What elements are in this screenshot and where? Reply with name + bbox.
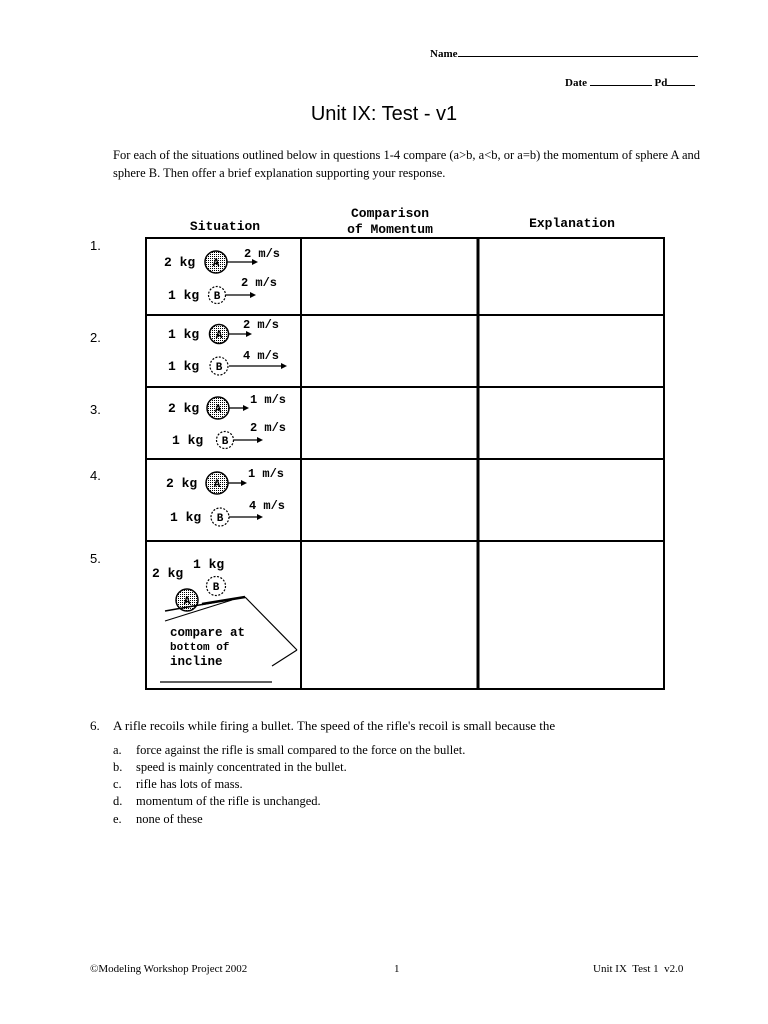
sphere-b-letter: B: [216, 513, 224, 525]
situation-3-diagram: [168, 393, 286, 449]
sphere-b-mass-label: 1 kg: [168, 288, 200, 303]
instructions: For each of the situations outlined below in questions 1-4 compare (a>b, a<b, or a=b) the momentum of sphere A and sphere B. Then offer a brief explanation supporting your response.: [113, 148, 700, 180]
question-number-5: 5.: [90, 551, 101, 566]
question-6-text: A rifle recoils while firing a bullet. The speed of the rifle's recoil is small because the: [113, 718, 556, 733]
question-number-2: 2.: [90, 330, 101, 345]
sphere-a-letter: A: [213, 479, 221, 491]
incline-slope: [245, 597, 297, 650]
sphere-a-mass-label: 2 kg: [166, 476, 198, 491]
period-label: Pd: [654, 77, 668, 89]
question-number-4: 4.: [90, 468, 101, 483]
sphere-a-mass-label: 2 kg: [164, 255, 196, 270]
sphere-a-speed-label: 2 m/s: [243, 318, 280, 332]
sphere-b-letter: B: [213, 291, 221, 303]
comparison-cell-3[interactable]: [302, 388, 477, 458]
explanation-cell-4[interactable]: [479, 460, 663, 540]
sphere-a-speed-label: 1 m/s: [250, 393, 287, 407]
comparison-cell-5[interactable]: [302, 542, 477, 688]
question-number-3: 3.: [90, 402, 101, 417]
option-letter: d.: [113, 794, 123, 808]
option-letter: b.: [113, 760, 123, 774]
explanation-cell-2[interactable]: [479, 316, 663, 386]
sphere-a-letter: A: [212, 258, 220, 270]
option-c[interactable]: [113, 777, 243, 792]
sphere-b-speed-label: 4 m/s: [249, 499, 286, 513]
sphere-a-letter: A: [183, 596, 191, 608]
comparison-header-line1: Comparison: [350, 206, 429, 221]
sphere-b-mass-label: 1 kg: [193, 557, 225, 572]
situation-1-diagram: [164, 247, 280, 304]
question-number-1: 1.: [90, 238, 101, 253]
sphere-a-mass-label: 2 kg: [168, 401, 200, 416]
sphere-b-mass-label: 1 kg: [168, 359, 200, 374]
date-label: Date: [565, 77, 587, 89]
sphere-b-mass-label: 1 kg: [170, 510, 202, 525]
option-text: speed is mainly concentrated in the bullet.: [136, 760, 347, 774]
option-letter: a.: [113, 743, 122, 757]
option-text: momentum of the rifle is unchanged.: [136, 794, 321, 808]
option-a[interactable]: [113, 743, 466, 758]
sphere-b-speed-label: 2 m/s: [241, 276, 278, 290]
sphere-b-speed-label: 4 m/s: [243, 349, 280, 363]
footer-copyright: ©Modeling Workshop Project 2002: [90, 963, 248, 975]
sphere-b-letter: B: [221, 436, 229, 448]
situation-2-diagram: [168, 318, 287, 375]
explanation-cell-5[interactable]: [479, 542, 663, 688]
option-letter: c.: [113, 777, 122, 791]
page-title: Unit IX: Test - v1: [310, 103, 458, 125]
sphere-b-letter: B: [215, 362, 223, 374]
option-text: rifle has lots of mass.: [136, 777, 243, 791]
sphere-b-speed-label: 2 m/s: [250, 421, 287, 435]
sphere-a-mass-label: 1 kg: [168, 327, 200, 342]
note-line-1: compare at: [170, 626, 246, 640]
sphere-a-letter: A: [215, 330, 223, 342]
option-letter: e.: [113, 812, 122, 826]
note-line-2: bottom of: [170, 642, 230, 654]
note-line-3: incline: [170, 655, 223, 669]
sphere-a-speed-label: 2 m/s: [244, 247, 281, 261]
sphere-b-letter: B: [212, 582, 220, 594]
option-b[interactable]: [113, 760, 347, 775]
sphere-a-speed-label: 1 m/s: [248, 467, 285, 481]
option-text: none of these: [136, 812, 203, 826]
comparison-cell-2[interactable]: [302, 316, 477, 386]
situation-4-diagram: [166, 467, 285, 526]
explanation-cell-3[interactable]: [479, 388, 663, 458]
footer-version: Unit IX Test 1 v2.0: [593, 963, 684, 975]
option-d[interactable]: [113, 794, 321, 809]
situation-header: Situation: [189, 219, 261, 234]
explanation-header: Explanation: [529, 216, 615, 231]
comparison-cell-1[interactable]: [302, 239, 477, 314]
option-e[interactable]: [113, 812, 203, 827]
question-number-6: 6.: [90, 718, 100, 733]
sphere-a-mass-label: 2 kg: [152, 566, 184, 581]
name-label: Name: [430, 48, 458, 60]
situation-5-diagram: [152, 557, 297, 682]
option-text: force against the rifle is small compared to the force on the bullet.: [136, 743, 466, 757]
comparison-header-line2: of Momentum: [347, 222, 433, 237]
sphere-a-letter: A: [214, 404, 222, 416]
sphere-b-mass-label: 1 kg: [172, 433, 204, 448]
comparison-cell-4[interactable]: [302, 460, 477, 540]
footer-page-number: 1: [394, 963, 400, 975]
explanation-cell-1[interactable]: [479, 239, 663, 314]
